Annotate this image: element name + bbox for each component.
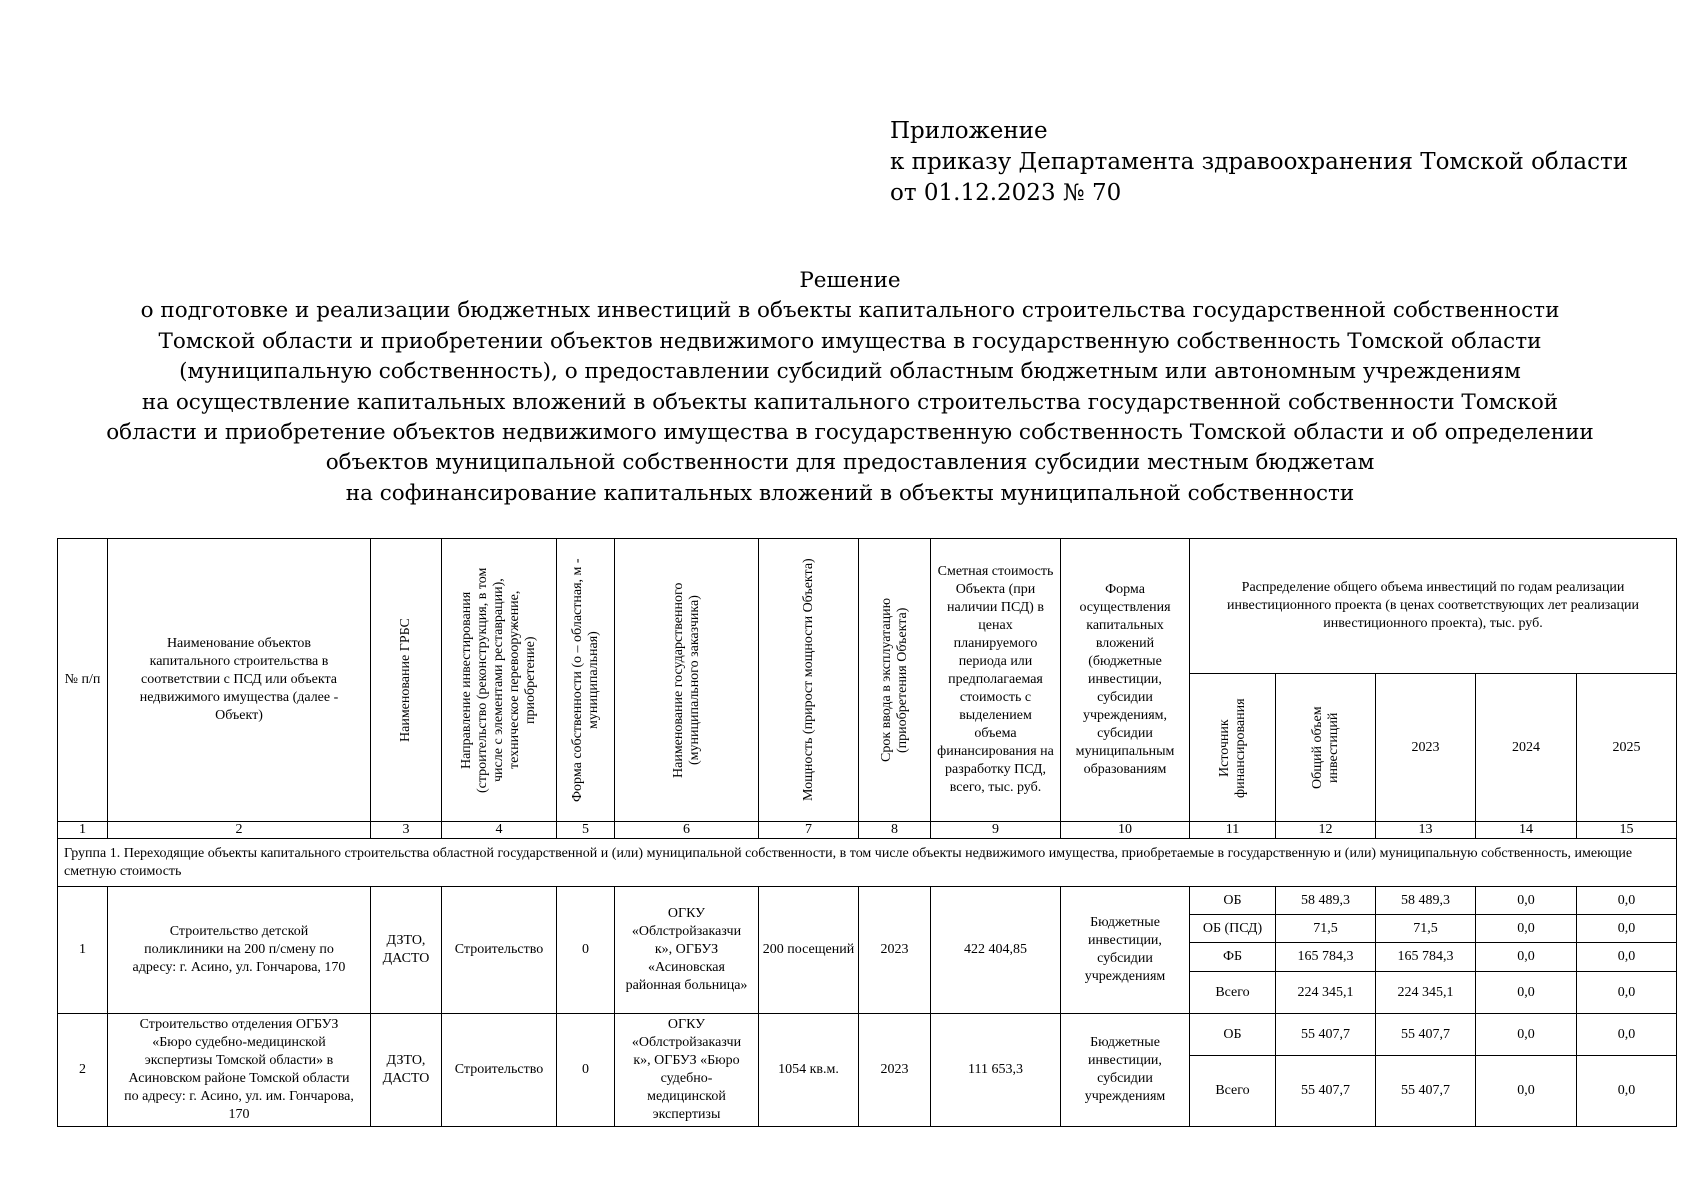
header-estimated-cost: Сметная стоимость Объекта (при наличии ПСД) в ценах планируемого периода или предполагаемая стоимость с выделением объема финансирования на разработку ПСД, всего, тыс. руб. [931,539,1061,822]
funding-2025: 0,0 [1577,915,1677,943]
header-total-investment: Общий объем инвестиций [1276,674,1376,822]
column-number: 13 [1376,822,1476,839]
capacity: 200 посещений [759,887,859,1014]
title-heading: Решение [799,268,901,293]
header-year-2025: 2025 [1577,674,1677,822]
title-line: на осуществление капитальных вложений в объекты капитального строительства государственной собственности Томской [141,389,1559,415]
grbs: ДЗТО, ДАСТО [371,887,442,1014]
column-number: 8 [859,822,931,839]
header-year-2024: 2024 [1476,674,1577,822]
funding-2025: 0,0 [1577,943,1677,972]
funding-source: ОБ [1190,887,1276,915]
header-customer: Наименование государственного (муниципального заказчика) [615,539,759,822]
grbs: ДЗТО, ДАСТО [371,1014,442,1127]
investment-table-wrapper [57,538,1677,1127]
appendix-line-1: Приложение [890,118,1048,144]
commissioning-year: 2023 [859,1014,931,1127]
title-line: на софинансирование капитальных вложений в объекты муниципальной собственности [345,480,1355,506]
funding-2024: 0,0 [1476,1014,1577,1056]
funding-2025: 0,0 [1577,1014,1677,1056]
header-grbs: Наименование ГРБС [371,539,442,822]
investment-form: Бюджетные инвестиции, субсидии учреждениям [1061,1014,1190,1127]
investment-table [57,538,1677,1127]
title-line: о подготовке и реализации бюджетных инвестиций в объекты капитального строительства государственной собственности [140,298,1560,324]
column-number: 6 [615,822,759,839]
header-num: № п/п [58,539,108,822]
funding-2024: 0,0 [1476,1056,1577,1127]
row-number: 1 [58,887,108,1014]
column-number: 15 [1577,822,1677,839]
investment-direction: Строительство [442,1014,557,1127]
header-capacity: Мощность (прирост мощности Объекта) [759,539,859,822]
column-number: 3 [371,822,442,839]
table-row [58,887,1677,915]
header-investment-form: Форма осуществления капитальных вложений (бюджетные инвестиции, субсидии учреждениям, субсидии муниципальным образованиям [1061,539,1190,822]
header-year-2023: 2023 [1376,674,1476,822]
funding-2023: 224 345,1 [1376,972,1476,1014]
title-line: Томской области и приобретении объектов недвижимого имущества в государственную собственность Томской области [158,328,1542,354]
column-numbers-row [58,822,1677,839]
funding-2025: 0,0 [1577,972,1677,1014]
investment-form: Бюджетные инвестиции, субсидии учреждениям [1061,887,1190,1014]
funding-total: 224 345,1 [1276,972,1376,1014]
funding-2023: 165 784,3 [1376,943,1476,972]
funding-2023: 71,5 [1376,915,1476,943]
appendix-line-3: от 01.12.2023 № 70 [890,180,1122,206]
column-number: 4 [442,822,557,839]
commissioning-year: 2023 [859,887,931,1014]
estimated-cost: 422 404,85 [931,887,1061,1014]
header-ownership: Форма собственности (о – областная, м - муниципальная) [557,539,615,822]
object-name: Строительство отделения ОГБУЗ «Бюро судебно-медицинской экспертизы Томской области» в Асиновском районе Томской области по адресу: г. Асино, ул. им. Гончарова, 170 [108,1014,371,1127]
funding-2023: 55 407,7 [1376,1056,1476,1127]
funding-source: Всего [1190,1056,1276,1127]
funding-2025: 0,0 [1577,887,1677,915]
group-label: Группа 1. Переходящие объекты капитального строительства областной государственной и (или) муниципальной собственности, в том числе объекты недвижимого имущества, приобретаемые в государственную и (или) муниципальную собственность, имеющие сметную стоимость [58,839,1677,887]
funding-2023: 55 407,7 [1376,1014,1476,1056]
column-number: 5 [557,822,615,839]
funding-source: ОБ (ПСД) [1190,915,1276,943]
customer-name: ОГКУ «Облстройзаказчи к», ОГБУЗ «Асиновская районная больница» [615,887,759,1014]
column-number: 2 [108,822,371,839]
funding-2023: 58 489,3 [1376,887,1476,915]
title-line: (муниципальную собственность), о предоставлении субсидий областным бюджетным или автономным учреждениям [179,359,1521,385]
column-number: 9 [931,822,1061,839]
funding-2024: 0,0 [1476,972,1577,1014]
header-row-1 [58,539,1677,674]
funding-total: 71,5 [1276,915,1376,943]
document-title [60,266,1640,509]
column-number: 7 [759,822,859,839]
column-number: 1 [58,822,108,839]
customer-name: ОГКУ «Облстройзаказчи к», ОГБУЗ «Бюро судебно-медицинской экспертизы [615,1014,759,1127]
header-direction: Направление инвестирования (строительство (реконструкция, в том числе с элементами реставрации), техническое перевооружение, приобретение) [442,539,557,822]
funding-total: 55 407,7 [1276,1056,1376,1127]
title-line: объектов муниципальной собственности для предоставления субсидии местным бюджетам [325,450,1375,476]
funding-source: Всего [1190,972,1276,1014]
investment-direction: Строительство [442,887,557,1014]
appendix-block [890,116,1628,209]
header-object-name: Наименование объектов капитального строительства в соответствии с ПСД или объекта недвижимого имущества (далее - Объект) [108,539,371,822]
column-number: 12 [1276,822,1376,839]
estimated-cost: 111 653,3 [931,1014,1061,1127]
funding-source: ОБ [1190,1014,1276,1056]
column-number: 14 [1476,822,1577,839]
table-row [58,1014,1677,1056]
row-number: 2 [58,1014,108,1127]
capacity: 1054 кв.м. [759,1014,859,1127]
funding-2024: 0,0 [1476,887,1577,915]
header-distribution: Распределение общего объема инвестиций по годам реализации инвестиционного проекта (в ценах соответствующих лет реализации инвестиционного проекта), тыс. руб. [1190,539,1677,674]
header-deadline: Срок ввода в эксплуатацию (приобретения Объекта) [859,539,931,822]
funding-2025: 0,0 [1577,1056,1677,1127]
column-number: 10 [1061,822,1190,839]
funding-total: 55 407,7 [1276,1014,1376,1056]
appendix-line-2: к приказу Департамента здравоохранения Томской области [890,149,1629,175]
ownership-form: 0 [557,1014,615,1127]
funding-source: ФБ [1190,943,1276,972]
header-funding-source: Источник финансирования [1190,674,1276,822]
funding-2024: 0,0 [1476,915,1577,943]
column-number: 11 [1190,822,1276,839]
object-name: Строительство детской поликлиники на 200 п/смену по адресу: г. Асино, ул. Гончарова, 170 [108,887,371,1014]
funding-total: 58 489,3 [1276,887,1376,915]
title-line: области и приобретение объектов недвижимого имущества в государственную собственность Томской области и об определении [106,420,1594,446]
funding-2024: 0,0 [1476,943,1577,972]
funding-total: 165 784,3 [1276,943,1376,972]
ownership-form: 0 [557,887,615,1014]
group-row [58,839,1677,887]
